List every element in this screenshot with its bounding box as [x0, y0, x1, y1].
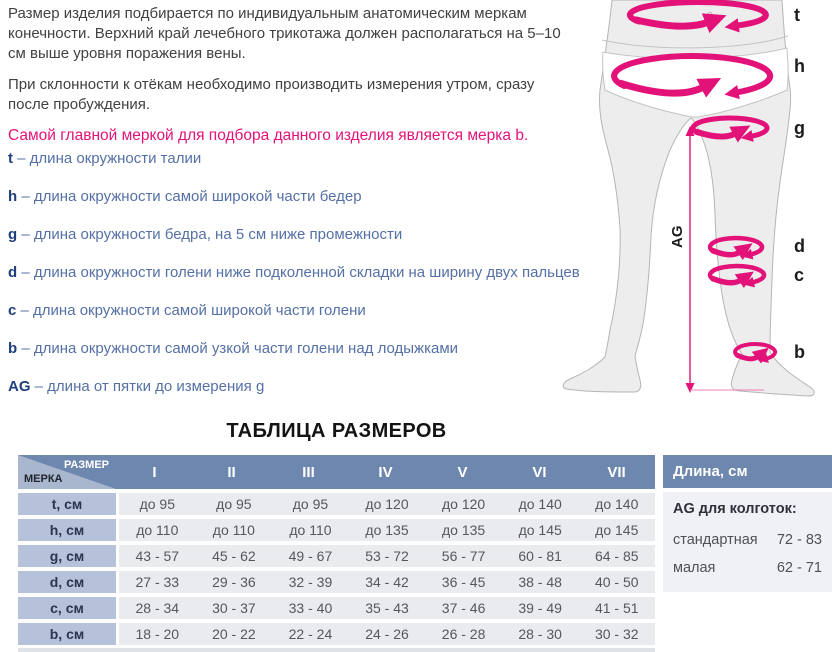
size-cell: до 110	[289, 522, 332, 538]
column-header-7: VII	[607, 463, 626, 481]
column-header-6: VI	[532, 463, 547, 481]
table-row-d	[18, 571, 655, 593]
diagram-label-t: t	[794, 5, 800, 25]
measurement-key: h	[8, 188, 18, 205]
row-label: c, см	[18, 597, 116, 619]
size-cell: 32 - 39	[288, 574, 333, 590]
size-cell: до 140	[518, 496, 562, 512]
size-cell: 28 - 30	[518, 626, 562, 642]
table-row-g	[18, 545, 655, 567]
measurement-desc: – длина окружности голени ниже подколенной складки на ширину двух пальцев	[21, 264, 580, 281]
measurement-desc: – длина окружности талии	[17, 150, 202, 167]
row-cells	[119, 545, 655, 567]
size-cell: до 135	[365, 522, 409, 538]
length-table-subtitle: AG для колготок:	[673, 501, 797, 517]
size-cell: до 110	[212, 522, 255, 538]
row-label: h, см	[18, 519, 116, 541]
column-header-1: I	[152, 463, 157, 481]
size-cell: 27 - 33	[135, 574, 180, 590]
measurement-item-h	[8, 186, 648, 208]
measurement-list	[8, 148, 648, 414]
measurement-key: c	[8, 302, 17, 319]
intro-text	[8, 4, 574, 157]
size-cell: до 145	[595, 522, 639, 538]
diagram-label-g: g	[794, 118, 805, 138]
intro-paragraph-2: При склонности к отёкам необходимо производить измерения утром, сразу после пробуждения.	[8, 76, 535, 113]
measurement-item-g	[8, 224, 648, 246]
size-cell: 22 - 24	[288, 626, 333, 642]
row-cells	[119, 493, 655, 515]
measurement-key: t	[8, 150, 13, 167]
table-cutoff-strip	[18, 648, 655, 652]
length-row-small	[673, 554, 822, 582]
table-row-c	[18, 597, 655, 619]
row-cells	[119, 571, 655, 593]
measurement-item-b	[8, 338, 648, 360]
measurement-desc: – длина окружности бедра, на 5 см ниже промежности	[21, 226, 403, 243]
column-header-3: III	[302, 463, 315, 481]
length-table	[663, 455, 832, 592]
row-label: t, см	[18, 493, 116, 515]
measurement-key: g	[8, 226, 18, 243]
highlight-note: Самой главной меркой для подбора данного изделия является мерка b.	[8, 127, 529, 144]
ag-line-label: AG	[669, 225, 686, 248]
legs-measurement-diagram	[558, 0, 832, 402]
row-cells	[119, 519, 655, 541]
size-cell: до 120	[442, 496, 486, 512]
measurement-key: d	[8, 264, 18, 281]
length-row-label: малая	[673, 560, 716, 576]
row-label: g, см	[18, 545, 116, 567]
size-cell: 33 - 40	[288, 600, 333, 616]
diagram-label-c: c	[794, 265, 805, 285]
column-header-4: IV	[378, 463, 393, 481]
size-cell: 26 - 28	[441, 626, 486, 642]
size-cell: 60 - 81	[518, 548, 562, 564]
size-cell: до 110	[136, 522, 179, 538]
row-label: d, см	[18, 571, 116, 593]
measurement-desc: – длина окружности самой широкой части бедер	[21, 188, 362, 205]
row-cells	[119, 623, 655, 645]
size-cell: 30 - 37	[212, 600, 256, 616]
size-table-header-row	[18, 455, 655, 489]
size-cell: 39 - 49	[518, 600, 562, 616]
size-cell: 34 - 42	[365, 574, 409, 590]
measurement-item-t	[8, 148, 648, 170]
size-cell: 64 - 85	[594, 548, 639, 564]
size-table-title: ТАБЛИЦА РАЗМЕРОВ	[226, 420, 447, 442]
size-column-headers	[116, 455, 655, 489]
size-cell: 45 - 62	[212, 548, 256, 564]
column-header-2: II	[227, 463, 236, 481]
size-cell: до 135	[442, 522, 486, 538]
length-row-value: 62 - 71	[776, 560, 822, 576]
intro-paragraph-1: Размер изделия подбирается по индивидуальным анатомическим меркам конечности. Верхний край лечебного трикотажа должен располагаться на 5–10 см выше уровня поражения вены.	[8, 5, 561, 62]
measurement-desc: – длина окружности самой широкой части голени	[20, 302, 366, 319]
corner-label-size: РАЗМЕР	[63, 459, 109, 471]
size-cell: 30 - 32	[594, 626, 639, 642]
size-cell: 38 - 48	[518, 574, 562, 590]
size-table-corner-cell	[18, 455, 116, 489]
size-cell: 20 - 22	[212, 626, 256, 642]
measurement-item-ag	[8, 376, 648, 398]
length-row-label: стандартная	[673, 532, 758, 548]
size-cell: 18 - 20	[135, 626, 180, 642]
size-cell: до 145	[518, 522, 562, 538]
table-row-b	[18, 623, 655, 645]
size-cell: 35 - 43	[365, 600, 409, 616]
size-cell: 37 - 46	[441, 600, 486, 616]
size-cell: до 120	[365, 496, 409, 512]
navel-mark	[708, 13, 713, 20]
size-cell: 43 - 57	[135, 548, 180, 564]
measurement-desc: – длина от пятки до измерения g	[34, 378, 265, 395]
length-row-value: 72 - 83	[776, 532, 822, 548]
measurement-key: b	[8, 340, 18, 357]
corner-label-measure: МЕРКА	[24, 473, 63, 485]
length-table-body	[663, 492, 832, 592]
size-cell: 41 - 51	[594, 600, 639, 616]
size-cell: до 95	[216, 496, 252, 512]
size-cell: 40 - 50	[594, 574, 639, 590]
table-row-t	[18, 493, 655, 515]
table-row-h	[18, 519, 655, 541]
size-cell: 29 - 36	[212, 574, 256, 590]
size-cell: 53 - 72	[365, 548, 409, 564]
measurement-item-c	[8, 300, 648, 322]
measurement-key: AG	[8, 378, 31, 395]
measurement-desc: – длина окружности самой узкой части голени над лодыжками	[21, 340, 459, 357]
size-cell: до 95	[292, 496, 329, 512]
measurement-item-d	[8, 262, 648, 284]
row-label: b, см	[18, 623, 116, 645]
length-table-header: Длина, см	[663, 455, 832, 488]
size-cell: до 140	[595, 496, 639, 512]
size-cell: 28 - 34	[135, 600, 180, 616]
size-cell: 49 - 67	[288, 548, 333, 564]
size-cell: 36 - 45	[441, 574, 486, 590]
size-table	[18, 455, 655, 645]
diagram-label-h: h	[794, 56, 805, 76]
diagram-label-d: d	[794, 236, 805, 256]
length-row-standard	[673, 526, 822, 554]
size-cell: 56 - 77	[441, 548, 486, 564]
column-header-5: V	[457, 463, 468, 481]
row-cells	[119, 597, 655, 619]
size-cell: до 95	[139, 496, 175, 512]
size-cell: 24 - 26	[365, 626, 409, 642]
diagram-label-b: b	[794, 342, 805, 362]
